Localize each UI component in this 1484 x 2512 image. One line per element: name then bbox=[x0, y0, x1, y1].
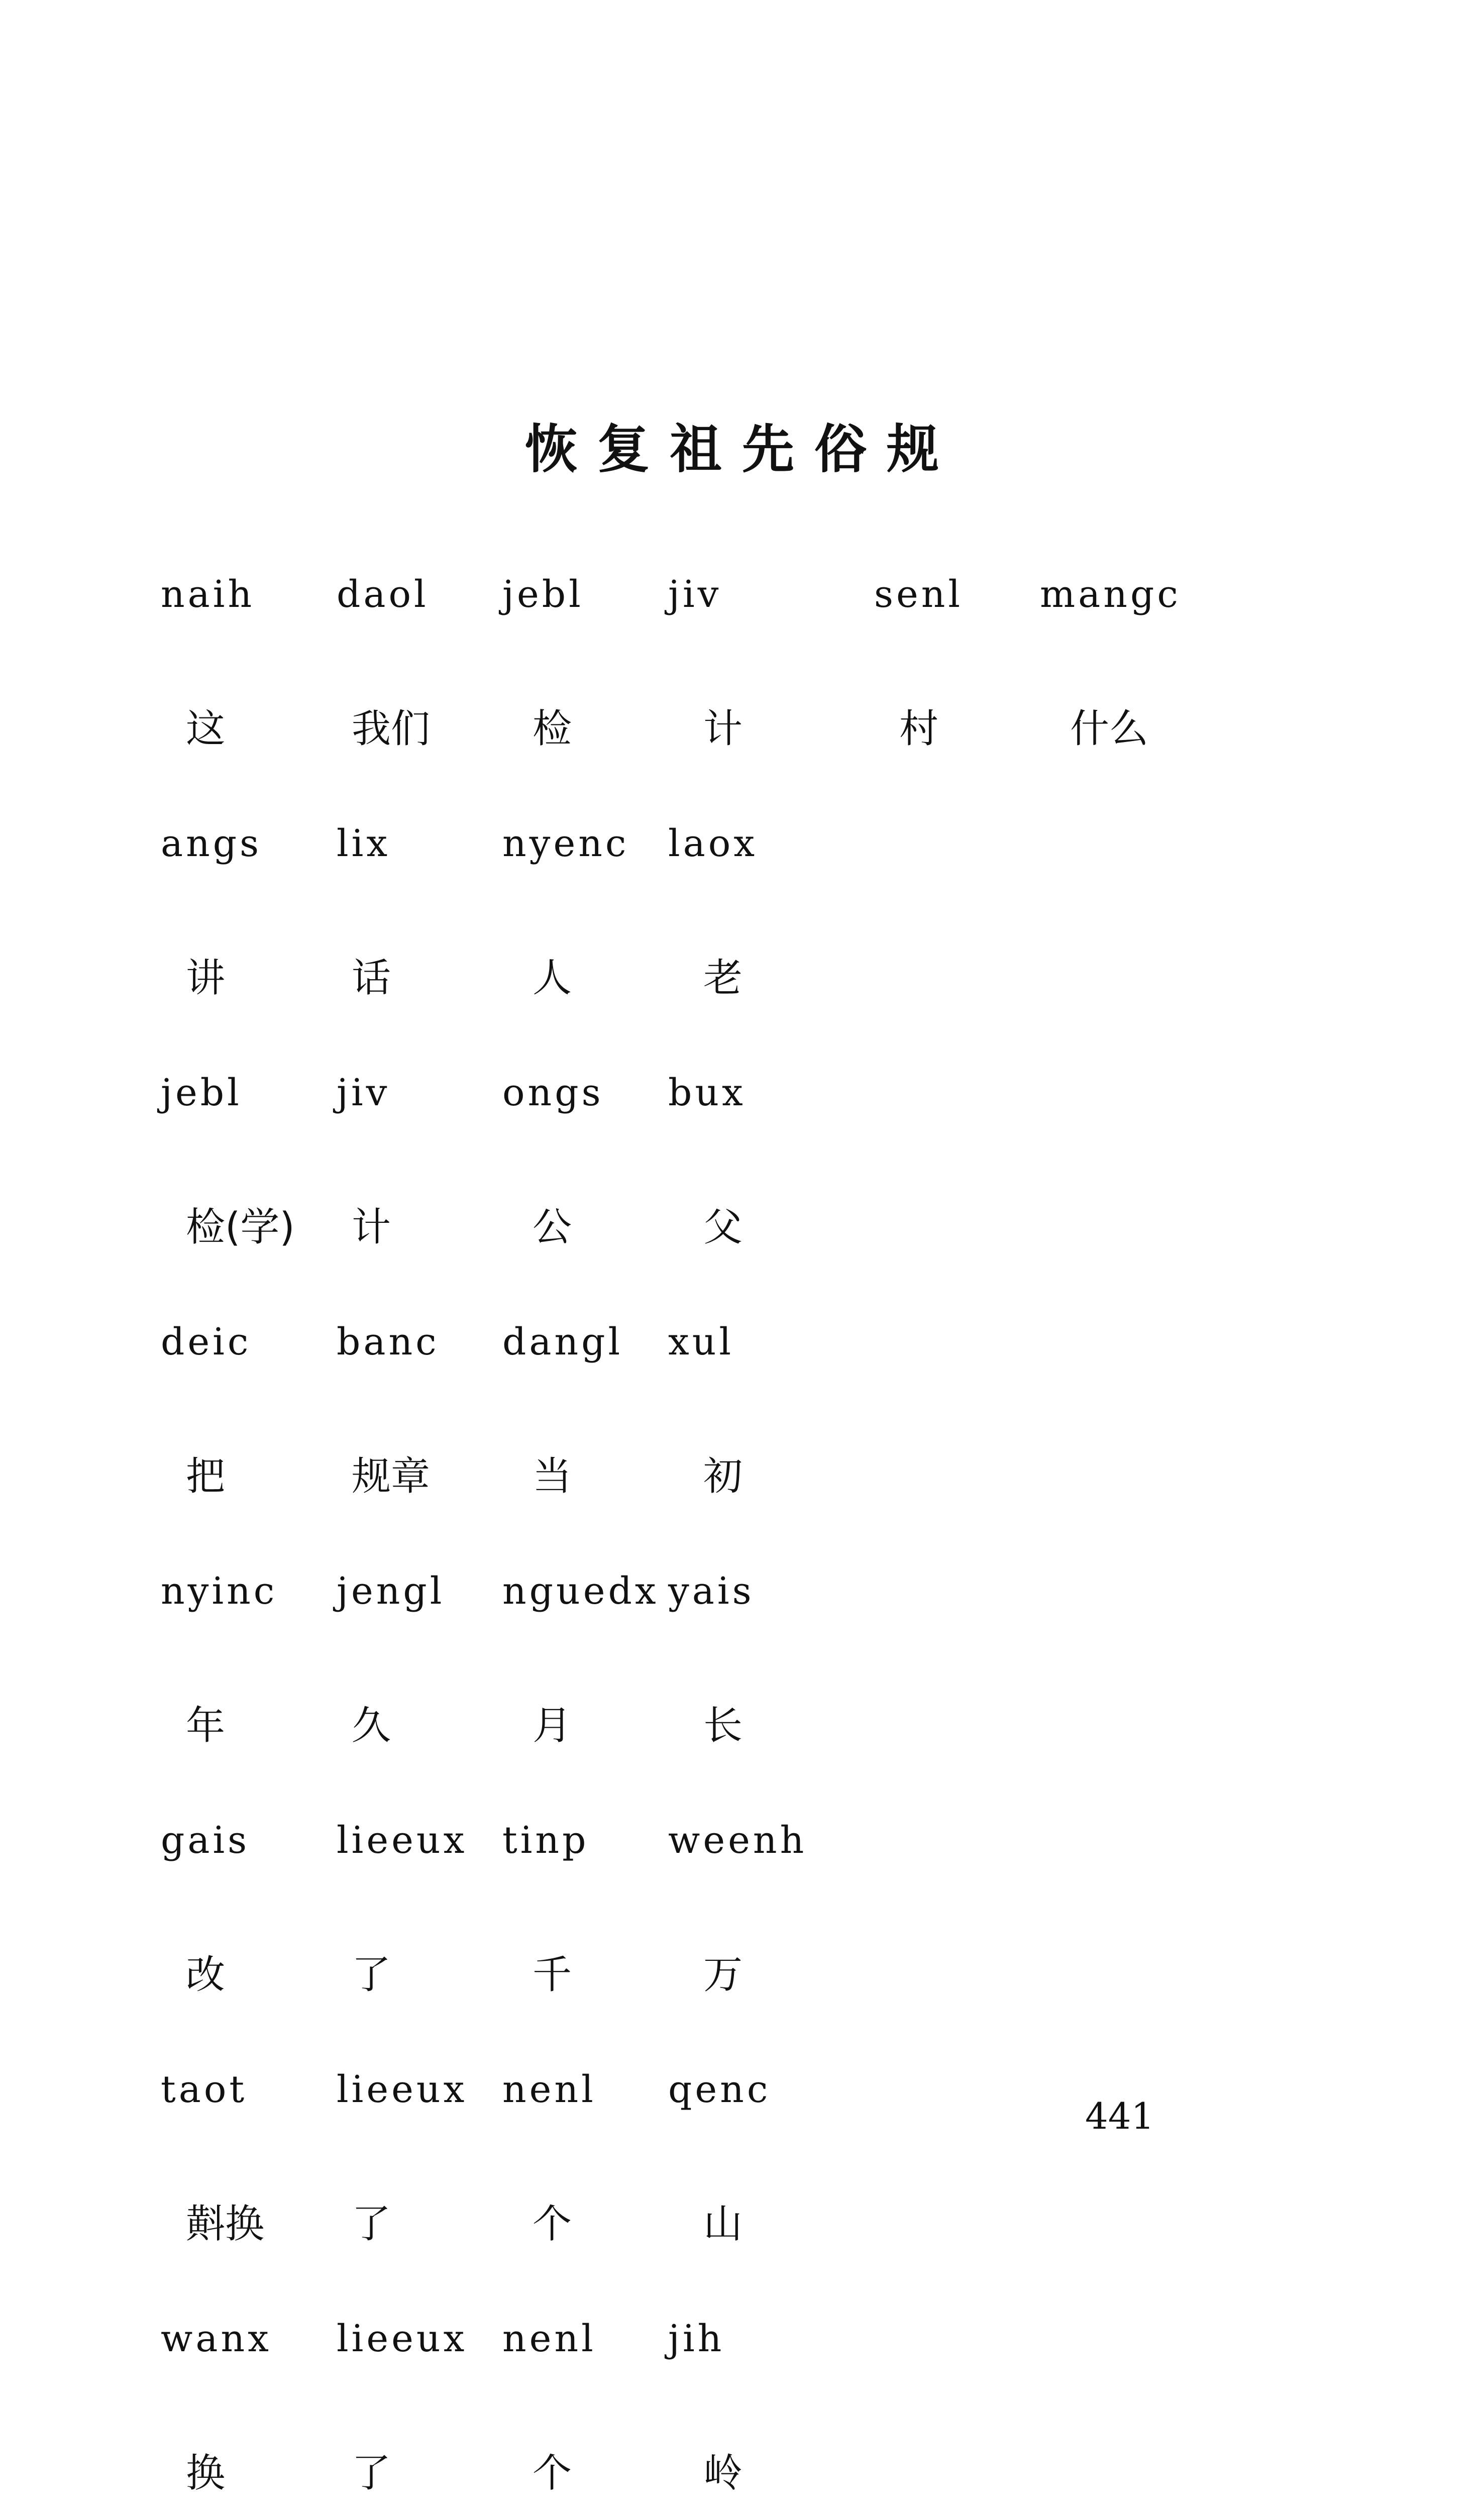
chinese-gloss-row bbox=[151, 947, 1356, 1071]
verse-line bbox=[151, 822, 1356, 1071]
chinese-gloss-row bbox=[151, 1943, 1356, 2068]
romanized-word: jebl bbox=[502, 573, 584, 616]
chinese-gloss-word: 我们 bbox=[352, 706, 431, 752]
romanized-word: lieeux bbox=[337, 1819, 468, 1862]
chinese-gloss-row bbox=[151, 2192, 1356, 2317]
romanized-row bbox=[151, 1071, 1356, 1196]
chinese-gloss-word: 换 bbox=[186, 2451, 226, 2496]
chinese-gloss-word: 话 bbox=[352, 956, 391, 1001]
chinese-gloss-word: 月 bbox=[533, 1703, 572, 1748]
romanized-word: tinp bbox=[502, 1819, 589, 1862]
romanized-word: senl bbox=[874, 573, 964, 616]
romanized-word: nyinc bbox=[161, 1569, 278, 1613]
romanized-row bbox=[151, 822, 1356, 947]
verse-line bbox=[151, 1569, 1356, 1819]
verse-line bbox=[151, 2068, 1356, 2317]
romanized-word: jiv bbox=[337, 1071, 390, 1114]
romanized-row bbox=[151, 573, 1356, 697]
romanized-word: jih bbox=[668, 2317, 725, 2360]
romanized-word: deic bbox=[161, 1320, 252, 1364]
romanized-word: nenl bbox=[502, 2068, 596, 2111]
chinese-gloss-word: 万 bbox=[703, 1952, 743, 1998]
romanized-word: lix bbox=[337, 822, 391, 865]
chinese-gloss-word: 当 bbox=[533, 1454, 572, 1499]
chinese-gloss-word: 讲 bbox=[186, 956, 226, 1001]
chinese-gloss-word: 长 bbox=[703, 1703, 743, 1748]
romanized-word: laox bbox=[668, 822, 758, 865]
chinese-gloss-word: 岭 bbox=[703, 2451, 743, 2496]
romanized-word: qenc bbox=[668, 2068, 771, 2111]
romanized-row bbox=[151, 1569, 1356, 1694]
page-number: 441 bbox=[1085, 2095, 1154, 2137]
romanized-word: mangc bbox=[1040, 573, 1181, 616]
chinese-gloss-word: 规章 bbox=[352, 1454, 431, 1499]
chinese-gloss-word: 斢换 bbox=[186, 2202, 265, 2247]
chinese-gloss-word: 久 bbox=[352, 1703, 391, 1748]
verse-line bbox=[151, 1819, 1356, 2068]
romanized-row bbox=[151, 2068, 1356, 2192]
chinese-gloss-word: 父 bbox=[703, 1205, 743, 1250]
chinese-gloss-word: 年 bbox=[186, 1703, 226, 1748]
romanized-word: dangl bbox=[502, 1320, 623, 1364]
romanized-word: jiv bbox=[668, 573, 722, 616]
romanized-word: xul bbox=[668, 1320, 734, 1364]
chinese-gloss-word: 改 bbox=[186, 1952, 226, 1998]
romanized-word: yais bbox=[668, 1569, 755, 1613]
chinese-gloss-word: 检(学) bbox=[186, 1205, 295, 1250]
romanized-word: nenl bbox=[502, 2317, 596, 2360]
romanized-word: daol bbox=[337, 573, 429, 616]
chinese-gloss-word: 村 bbox=[899, 706, 939, 752]
chinese-gloss-word: 这 bbox=[186, 706, 226, 752]
romanized-word: nguedx bbox=[502, 1569, 659, 1613]
romanized-word: naih bbox=[161, 573, 255, 616]
romanized-word: jengl bbox=[337, 1569, 445, 1613]
romanized-word: taot bbox=[161, 2068, 248, 2111]
romanized-row bbox=[151, 1320, 1356, 1445]
verse-line bbox=[151, 1071, 1356, 1320]
chinese-gloss-row bbox=[151, 697, 1356, 822]
chinese-gloss-word: 计 bbox=[703, 706, 743, 752]
romanized-word: weenh bbox=[668, 1819, 807, 1862]
verse-body bbox=[151, 573, 1356, 2512]
chinese-gloss-row bbox=[151, 2442, 1356, 2512]
romanized-row bbox=[151, 1819, 1356, 1943]
page-title: 恢复祖先俗规 bbox=[524, 418, 959, 480]
romanized-row bbox=[151, 2317, 1356, 2442]
chinese-gloss-row bbox=[151, 1445, 1356, 1569]
chinese-gloss-word: 什么 bbox=[1070, 706, 1149, 752]
romanized-word: nyenc bbox=[502, 822, 629, 865]
chinese-gloss-word: 了 bbox=[352, 2451, 391, 2496]
chinese-gloss-word: 把 bbox=[186, 1454, 226, 1499]
chinese-gloss-word: 了 bbox=[352, 2202, 391, 2247]
chinese-gloss-row bbox=[151, 1196, 1356, 1320]
chinese-gloss-word: 老 bbox=[703, 956, 743, 1001]
chinese-gloss-word: 人 bbox=[533, 956, 572, 1001]
romanized-word: bux bbox=[668, 1071, 746, 1114]
chinese-gloss-word: 公 bbox=[533, 1205, 572, 1250]
romanized-word: ongs bbox=[502, 1071, 604, 1114]
chinese-gloss-word: 千 bbox=[533, 1952, 572, 1998]
chinese-gloss-word: 计 bbox=[352, 1205, 391, 1250]
romanized-word: banc bbox=[337, 1320, 440, 1364]
romanized-word: gais bbox=[161, 1819, 250, 1862]
verse-line bbox=[151, 573, 1356, 822]
verse-line bbox=[151, 2317, 1356, 2512]
romanized-word: lieeux bbox=[337, 2068, 468, 2111]
chinese-gloss-row bbox=[151, 1694, 1356, 1819]
chinese-gloss-word: 检 bbox=[533, 706, 572, 752]
verse-line bbox=[151, 1320, 1356, 1569]
romanized-word: wanx bbox=[161, 2317, 272, 2360]
chinese-gloss-word: 个 bbox=[533, 2451, 572, 2496]
romanized-word: jebl bbox=[161, 1071, 242, 1114]
chinese-gloss-word: 初 bbox=[703, 1454, 743, 1499]
romanized-word: lieeux bbox=[337, 2317, 468, 2360]
chinese-gloss-word: 了 bbox=[352, 1952, 391, 1998]
romanized-word: angs bbox=[161, 822, 262, 865]
chinese-gloss-word: 个 bbox=[533, 2202, 572, 2247]
chinese-gloss-word: 山 bbox=[703, 2202, 743, 2247]
